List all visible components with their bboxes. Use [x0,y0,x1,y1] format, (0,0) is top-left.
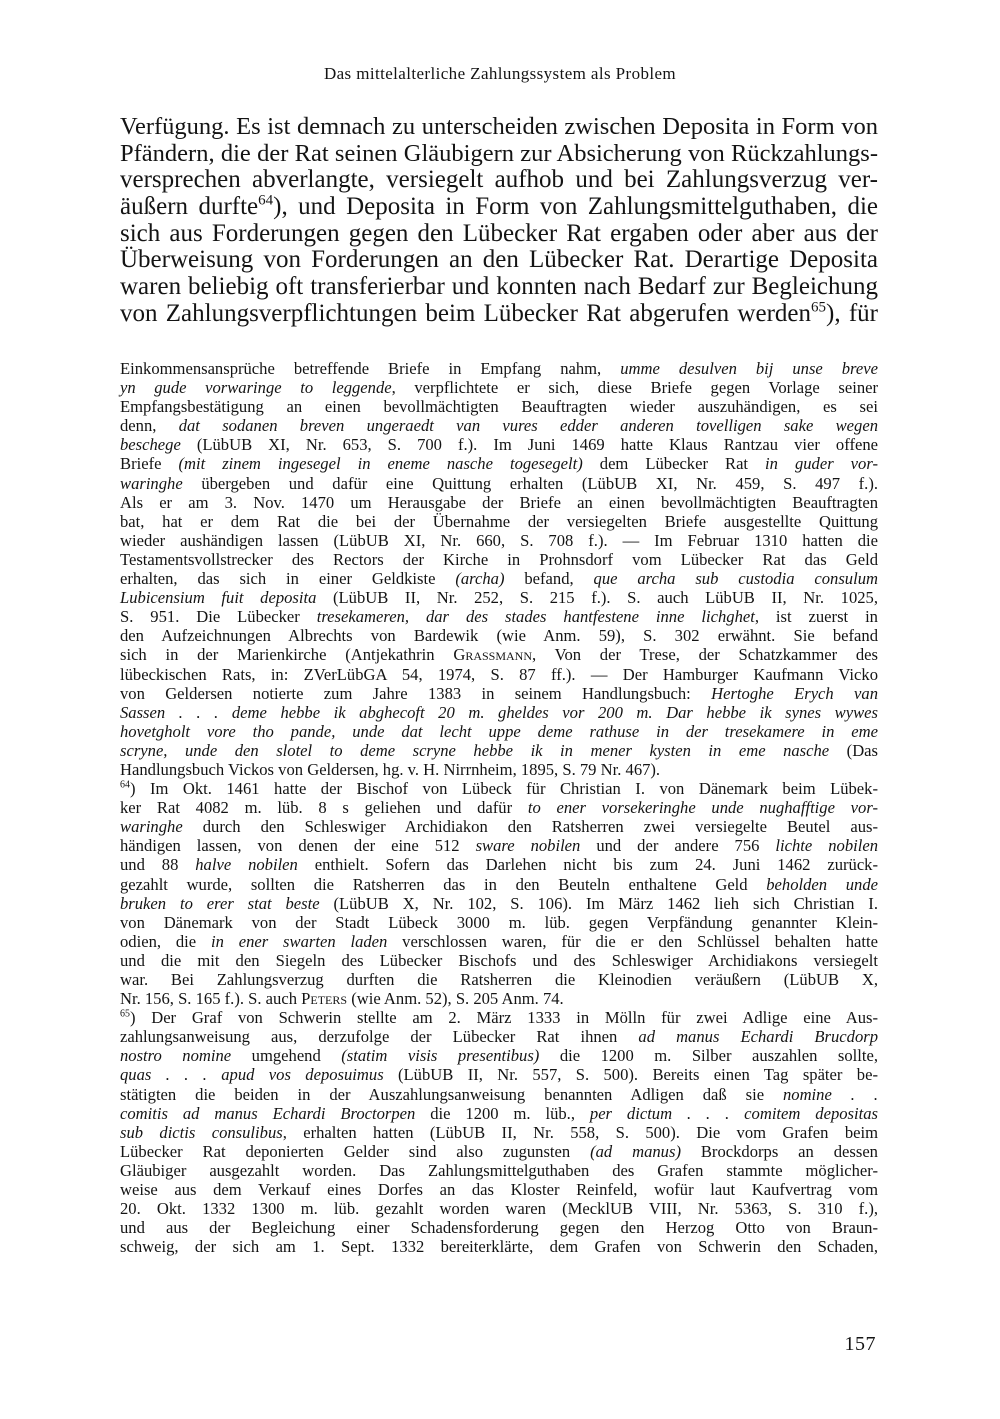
text-run: schweig, der sich am 1. Sept. 1332 bereiterklärte, dem Grafen von Schwerin den Schaden, [120,1237,878,1257]
footnote-line [120,1161,878,1180]
text-run: weise aus dem Verkauf eines Dorfes an das Kloster Reinfeld, wofür laut Kaufvertrag vom [120,1180,878,1200]
footnote-line [120,1218,878,1237]
text-run: hovetgholt vore tho pande, unde dat lecht uppe deme rathuse in der tresekamere in eme [120,721,878,741]
body-text-line [120,274,878,301]
text-run: bat, hat er dem Rat die bei der Übernahme der versiegelten Briefe ausgestellte Quittung [120,511,878,531]
text-run: 20. Okt. 1332 1300 m. lüb. gezahlt worden waren (MecklUB VIII, Nr. 5363, S. 310 f.), [120,1199,878,1219]
text-run: sware nobilen [475,836,581,856]
text-run: lichte nobilen [775,836,878,856]
text-run: halve nobilen [195,855,298,875]
text-run: , ist zuerst in [754,607,878,627]
text-run: yn gude vorwaringe to leggende [120,378,392,398]
text-run: bruken to erer stat beste [120,893,320,913]
text-run: (archa) [455,569,505,589]
page-number: 157 [844,1333,876,1355]
footnote-line [120,989,878,1008]
text-run: , verpflichtete er sich, diese Briefe gegen Vorlage seiner [391,378,879,398]
text-run: von Geldersen notierte zum Jahre 1383 in seinem Handlungsbuch: [120,683,712,703]
body-text-line [120,247,878,274]
note-reference: 65 [811,299,826,316]
footnote-line [120,817,878,836]
text-run: Sassen . . . deme hebbe ik abghecoft 20 m. gheldes vor 200 m. Dar hebbe ik synes wywes [120,702,878,722]
text-run: nomine . . [782,1084,878,1104]
text-run: befand, [504,569,594,589]
text-run: enthielt. Sofern das Darlehen nicht bis zum 24. Juni 1462 zurück- [297,855,879,875]
text-run: lübeckischen Rats, in: ZVerLübGA 54, 1974, S. 87 ff.). — Der Hamburger Kaufmann Vicko [120,664,878,684]
footnote-line [120,474,878,493]
footnotes [120,359,878,1256]
body-text-line [120,114,878,141]
note-reference: 64 [258,192,274,209]
text-run: (LübUB X, Nr. 102, S. 106). Im März 1462 lieh sich Christian I. [319,893,878,913]
text-run: , Von der Trese, der Schatzkammer des [532,645,878,665]
text-run: (statim visis presentibus) [341,1046,540,1066]
text-run: Handlungsbuch Vickos von Geldersen, hg. v. H. Nirrnheim, 1895, S. 79 Nr. 467). [120,759,661,779]
footnote-line [120,1199,878,1218]
footnote-line [120,951,878,970]
text-run: ) Der Graf von Schwerin stellte am 2. März 1333 in Mölln für zwei Adlige eine Aus- [129,1008,878,1028]
text-run: war. Bei Zahlungsverzug durften die Ratsherren die Kleinodien veräußern (LübUB X, [120,970,878,989]
body-text-line [120,194,878,221]
text-run: Grassmann [453,645,533,665]
body-text-line [120,221,878,248]
footnote-line [120,569,878,588]
footnote-line [120,875,878,894]
text-run: odien, die [120,931,211,951]
footnote-line [120,512,878,531]
footnote-line [120,531,878,550]
text-run: (ad manus) [590,1141,681,1161]
text-run: Testamentsvollstrecker des Rectors der Kirche in Prohnsdorf vom Lübecker Rat das Geld [120,549,878,569]
text-run: stätigten die beiden in der Auszahlungsanweisung benannten Adligen daß sie [120,1084,783,1104]
text-run: waren beliebig oft transferierbar und konnten nach Bedarf zur Begleichung [120,273,878,301]
text-run: dat sodanen breven ungeraedt van vures edder anderen tovelligen sake wegen [178,416,878,436]
footnote-line [120,1237,878,1256]
footnote-line [120,1085,878,1104]
text-run: (wie Anm. 52), S. 205 Anm. 74. [347,989,564,1009]
text-run: durch den Schleswiger Archidiakon den Ratsherren zwei versiegelte Beutel aus- [182,817,878,837]
footnote-line [120,703,878,722]
text-run: ), und Deposita in Form von Zahlungsmittelguthaben, die [273,193,878,221]
text-run: comitis ad manus Echardi Broctorpen [120,1103,416,1123]
footnote-line [120,779,878,798]
text-run: sub dictis consulibus [120,1122,283,1142]
text-run: sich in der Marienkirche (Antjekathrin [120,645,454,665]
text-run: sich aus Forderungen gegen den Lübecker Rat ergaben oder aber aus der [120,219,878,247]
footnote-line [120,932,878,951]
footnote-line [120,894,878,913]
text-run: denn, [120,416,179,436]
text-run: ), für [826,299,878,327]
footnote-line [120,550,878,569]
text-run: gezahlt wurde, sollten die Ratsherren das in den Beuteln enthaltene Geld [120,874,767,894]
footnote-line [120,607,878,626]
text-run: umme desulven bij unse breve [620,359,878,378]
text-run: Hertoghe Erych van [711,683,878,703]
footnote-line [120,836,878,855]
text-run: Nr. 156, S. 165 f.). S. auch [120,989,302,1009]
main-text [120,114,878,328]
text-run: und aus der Begleichung einer Schadensforderung gegen den Herzog Otto von Braun- [120,1218,878,1238]
text-run: (LübUB II, Nr. 557, S. 500). Bereits einen Tag später be- [383,1065,878,1085]
text-run: Gläubiger ausgezahlt worden. Das Zahlungsmittelguthaben des Grafen stammte möglicher- [120,1160,878,1180]
text-run: Lubicensium fuit deposita [120,588,317,608]
note-reference: 65 [120,1008,130,1020]
footnote-line [120,454,878,473]
text-run: S. 951. Die Lübecker [120,607,317,627]
text-run: zahlungsanweisung aus, derzufolge der Lübecker Rat ihnen [120,1027,639,1047]
text-run: von Dänemark von der Stadt Lübeck 3000 m. lüb. gegen Verpfändung genannter Klein- [120,912,878,932]
footnote-line [120,722,878,741]
text-run: (LübUB XI, Nr. 653, S. 700 f.). Im Juni 1469 hatte Klaus Rantzau vier offene [180,435,878,455]
text-run: erhalten, das sich in einer Geldkiste [120,569,456,589]
footnote-line [120,1142,878,1161]
text-run: und der andere 756 [580,836,776,856]
footnote-line [120,665,878,684]
footnote-line [120,626,878,645]
body-text-line [120,167,878,194]
footnote-line [120,416,878,435]
text-run: Verfügung. Es ist demnach zu unterscheiden zwischen Deposita in Form von [120,113,878,140]
text-run: und die mit den Siegeln des Lübecker Bischofs und des Schleswiger Archidiakons versiegelt [120,950,878,970]
text-run: Lübecker Rat deponierten Gelder sind also zugunsten [120,1141,591,1161]
footnote-line [120,798,878,817]
text-run: (mit zinem ingesegel in eneme nasche togesegelt) [178,454,583,474]
text-run: Überweisung von Forderungen an den Lübecker Rat. Derartige Deposita [120,246,878,274]
text-run: Einkommensansprüche betreffende Briefe in Empfang nahm, [120,359,621,378]
text-run: die 1200 m. Silber auszahlen sollte, [539,1046,878,1066]
footnote-line [120,645,878,664]
text-run: beholden unde [766,874,878,894]
text-run: verschlossen waren, für die er den Schlüssel behalten hatte [387,931,878,951]
footnote-line [120,741,878,760]
text-run: wieder aushändigen lassen (LübUB XI, Nr. 660, S. 708 f.). — Im Februar 1310 hatten die [120,530,878,550]
text-run: scryne, unde den slotel to deme scryne hebbe ik in mener kysten in eme nasche [120,740,830,760]
footnote-line [120,378,878,397]
text-run: in ener swarten laden [210,931,388,951]
text-run: (Das [829,740,879,760]
text-run: Als er am 3. Nov. 1470 um Herausgabe der Briefe an einen bevollmächtigten Beauftragten [120,492,878,512]
footnote-line [120,359,878,378]
body-text-line [120,141,878,168]
footnote-line [120,1180,878,1199]
text-run: Empfangsbestätigung an einen bevollmächtigten Beauftragten wieder auszuhändigen, es sei [120,397,878,417]
text-run: to ener vorsekeringhe unde nughafftige vor- [527,798,878,818]
body-text-line [120,301,878,328]
text-run: que archa sub custodia consulum [593,569,878,589]
text-run: per dictum . . . comitem depositas [589,1103,878,1123]
text-run: äußern durfte [120,193,259,221]
note-reference: 64 [120,779,130,791]
text-run: tresekameren, dar des stades hantfestene inne lichghet [316,607,755,627]
footnote-line [120,1027,878,1046]
text-run: ad manus Echardi Brucdorp [638,1027,878,1047]
text-run: quas . . . apud vos deposuimus [120,1065,384,1085]
text-run: ) Im Okt. 1461 hatte der Bischof von Lübeck für Christian I. von Dänemark beim Lübek- [129,779,878,799]
text-run: (LübUB II, Nr. 252, S. 215 f.). S. auch LübUB II, Nr. 1025, [316,588,878,608]
text-run: ker Rat 4082 m. lüb. 8 s geliehen und dafür [120,798,528,818]
text-run: Brockdorps an dessen [680,1141,878,1161]
text-run: in guder vor- [765,454,878,474]
footnote-line [120,760,878,779]
footnote-line [120,1065,878,1084]
text-run: Pfändern, die der Rat seinen Gläubigern zur Absicherung von Rückzahlungs- [120,139,878,167]
footnote-line [120,493,878,512]
footnote-line [120,970,878,989]
footnote-line [120,1008,878,1027]
text-run: die 1200 m. lüb., [415,1103,590,1123]
text-run: nostro nomine [120,1046,232,1066]
footnote-line [120,435,878,454]
footnote-line [120,397,878,416]
footnote-line [120,1104,878,1123]
footnote-line [120,684,878,703]
running-head: Das mittelalterliche Zahlungssystem als Problem [323,64,677,83]
footnote-line [120,1046,878,1065]
text-run: , erhalten hatten (LübUB II, Nr. 558, S. 500). Die vom Grafen beim [282,1122,878,1142]
text-run: waringhe [120,473,183,493]
text-run: beschege [120,435,181,455]
text-run: übergeben und dafür eine Quittung erhalten (LübUB XI, Nr. 459, S. 497 f.). [182,473,878,493]
text-run: Peters [301,989,348,1009]
footnote-line [120,588,878,607]
text-run: waringhe [120,817,183,837]
footnote-line [120,913,878,932]
text-run: von Zahlungsverpflichtungen beim Lübecker Rat abgerufen werden [120,299,811,327]
text-run: händigen lassen, von denen der eine 512 [120,836,476,856]
text-run: dem Lübecker Rat [582,454,766,474]
text-run: versprechen abverlangte, versiegelt aufhob und bei Zahlungsverzug ver- [120,166,878,194]
text-run: den Aufzeichnungen Albrechts von Bardewik (wie Anm. 59), S. 302 erwähnt. Sie befand [120,626,878,646]
text-run: umgehend [231,1046,342,1066]
text-run: Briefe [120,454,179,474]
text-run: und 88 [120,855,196,875]
footnote-line [120,1123,878,1142]
footnote-line [120,855,878,874]
